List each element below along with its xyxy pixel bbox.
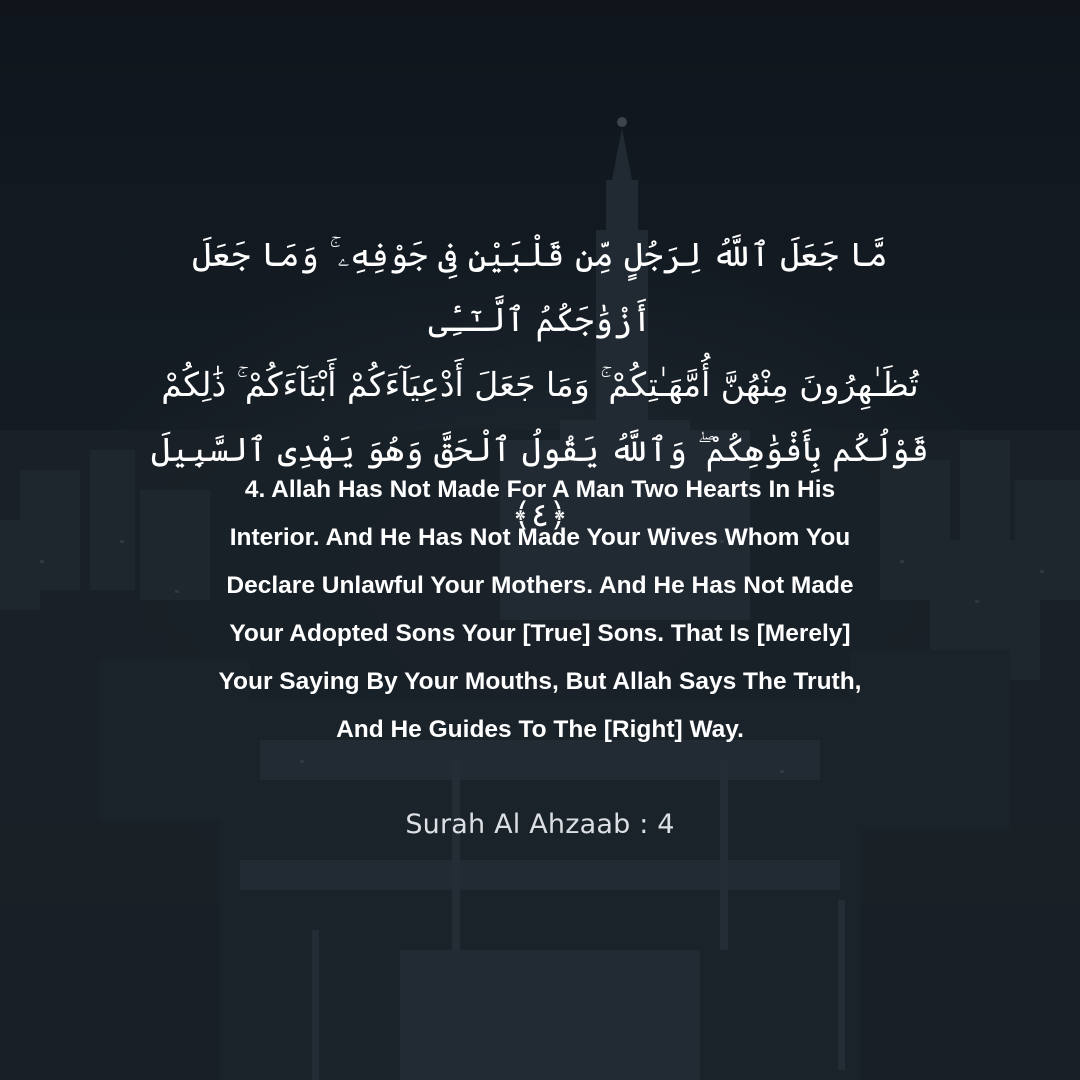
surah-reference: Surah Al Ahzaab : 4 bbox=[405, 809, 675, 840]
translation-line: Your Adopted Sons Your [True] Sons. That Is [Merely] bbox=[229, 620, 851, 647]
translation-line: 4. Allah Has Not Made For A Man Two Hearts In His bbox=[244, 476, 836, 503]
english-translation bbox=[120, 466, 960, 754]
arabic-line: تُظَـٰهِرُونَ مِنْهُنَّ أُمَّهَـٰتِكُمْ ۚ وَمَا جَعَلَ أَدْعِيَآءَكُمْ أَبْنَآءَكُمْ ۚ ذَٰلِكُمْ bbox=[161, 365, 919, 404]
translation-line: Interior. And He Has Not Made Your Wives Whom You bbox=[229, 524, 851, 551]
arabic-line: قَوْلُكُم بِأَفْوَٰهِكُمْ ۖ وَٱللَّهُ يَقُولُ ٱلْحَقَّ وَهُوَ يَهْدِى ٱلسَّبِيلَ ﴿٤﴾ bbox=[151, 430, 929, 534]
arabic-line: مَّا جَعَلَ ٱللَّهُ لِرَجُلٍ مِّن قَلْبَيْنِ فِى جَوْفِهِۦ ۚ وَمَا جَعَلَ أَزْوَٰجَكُمُ ٱلَّـٰٓـِٔى bbox=[192, 235, 888, 339]
translation-line: Your Saying By Your Mouths, But Allah Says The Truth, bbox=[218, 668, 862, 695]
translation-line: Declare Unlawful Your Mothers. And He Has Not Made bbox=[226, 572, 854, 599]
translation-line: And He Guides To The [Right] Way. bbox=[336, 716, 744, 743]
